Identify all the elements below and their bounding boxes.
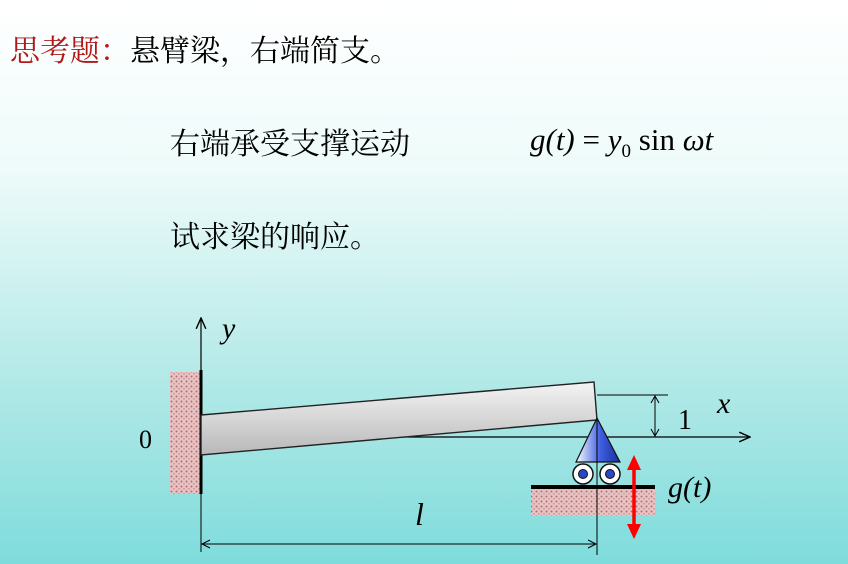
question-text: 试求梁的响应。 bbox=[170, 220, 380, 255]
support-roller-right bbox=[600, 464, 620, 484]
deflection-label: 1 bbox=[678, 405, 692, 436]
deflected-beam bbox=[201, 382, 597, 455]
support-triangle bbox=[576, 418, 620, 462]
title-label: 思考题： bbox=[10, 34, 130, 69]
formula-func: sin bbox=[638, 122, 675, 157]
support-motion-label: g(t) bbox=[668, 471, 712, 504]
origin-label: 0 bbox=[139, 425, 152, 454]
formula-lhs: g(t) bbox=[530, 122, 575, 157]
statement-text: 右端承受支撑运动 bbox=[170, 127, 410, 162]
formula-equals: = bbox=[582, 122, 600, 157]
title-text: 悬臂梁，右端简支。 bbox=[130, 34, 400, 69]
x-axis-label: x bbox=[717, 387, 731, 420]
fixed-wall-hatch bbox=[170, 372, 201, 494]
formula-arg: ωt bbox=[682, 122, 714, 157]
support-roller-left bbox=[573, 464, 593, 484]
length-label: l bbox=[415, 496, 424, 532]
formula-coef-sub: 0 bbox=[621, 141, 632, 163]
support-ground-hatch bbox=[531, 489, 655, 516]
formula-coef: y bbox=[607, 122, 622, 157]
y-axis-label: y bbox=[222, 312, 236, 345]
